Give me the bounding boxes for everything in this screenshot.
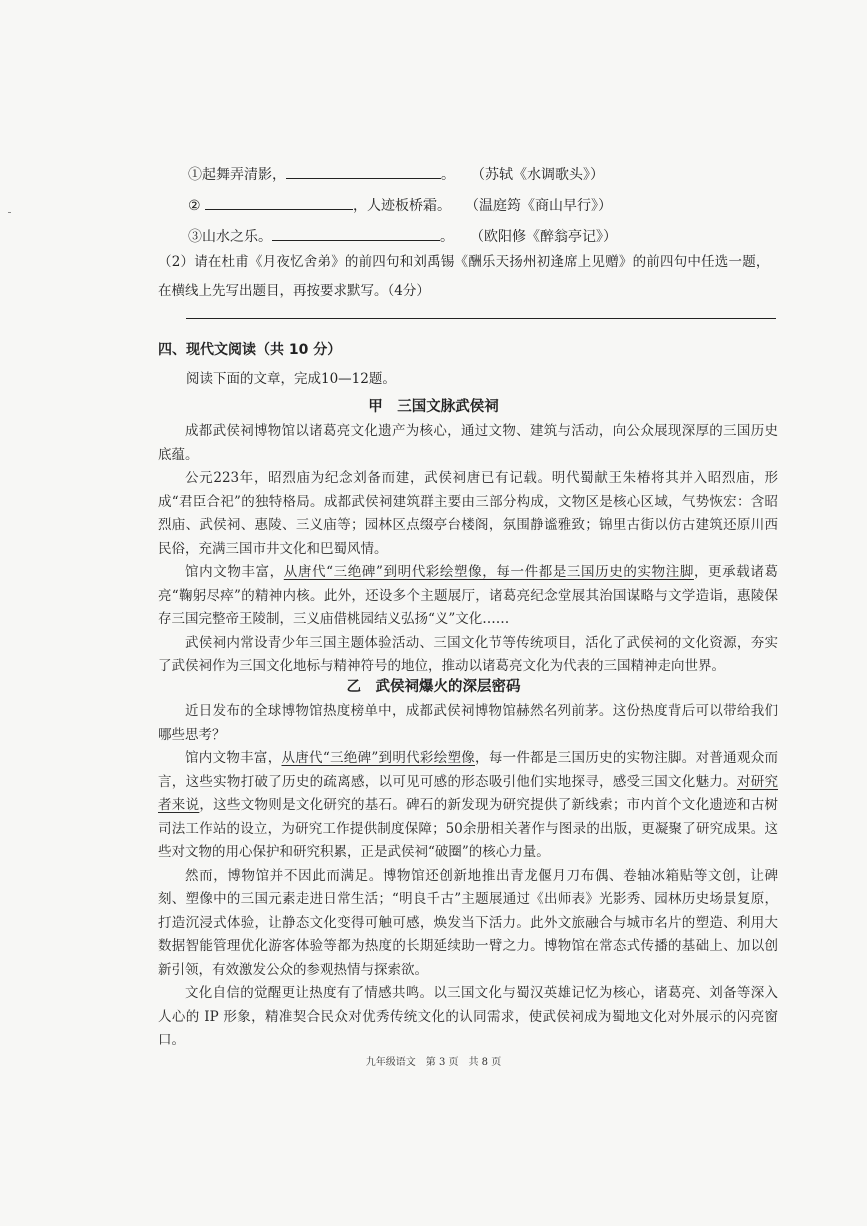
section-heading: 四、现代文阅读（共 10 分） <box>158 342 342 358</box>
text-span: 馆内文物丰富， <box>185 564 284 580</box>
article-a-paragraph <box>158 561 778 632</box>
article-a-paragraph: 成都武侯祠博物馆以诸葛亮文化遗产为核心，通过文物、建筑与活动，向公众展现深厚的三国历史底蕴。 <box>158 423 778 463</box>
answer-blank[interactable] <box>286 164 441 179</box>
article-a-paragraph: 武侯祠内常设青少年三国主题体验活动、三国文化节等传统项目，活化了武侯祠的文化资源，夯实了武侯祠作为三国文化地标与精神符号的地位，推动以诸葛亮文化为代表的三国精神走向世界。 <box>158 634 778 674</box>
recite-line-1-suffix: 。 <box>441 167 455 183</box>
article-b-paragraph: 近日发布的全球博物馆热度榜单中，成都武侯祠博物馆赫然名列前茅。这份热度背后可以带给我们哪些思考？ <box>158 703 778 743</box>
article-b-paragraph <box>158 747 778 865</box>
article-b-paragraph: 文化自信的觉醒更让热度有了情感共鸣。以三国文化与蜀汉英雄记忆为核心，诸葛亮、刘备等深入人心的 IP 形象，精准契合民众对优秀传统文化的认同需求，使武侯祠成为蜀地文化对外展示的闪亮窗口。 <box>158 985 778 1048</box>
underlined-phrase: 对研究者来说 <box>158 773 779 813</box>
question-2-line-2: 在横线上先写出题目，再按要求默写。（4分） <box>158 283 430 299</box>
recite-line-2 <box>188 195 612 216</box>
underlined-sentence: 从唐代“三绝碑”到明代彩绘塑像，每一件都是三国历史的实物注脚 <box>283 564 694 580</box>
answer-line[interactable] <box>186 318 776 319</box>
article-a-body <box>158 420 778 679</box>
recite-line-2-suffix: ，人迹板桥霜。 <box>353 198 452 214</box>
text-span: ，每一件都是三国历史的实物注脚。对普通观众而言，这些实物打破了历史的疏离感，以可见可感的形态吸引他们实地探寻，感受三国文化魅力。 <box>158 750 778 790</box>
article-a-title: 甲 三国文脉武侯祠 <box>368 399 499 415</box>
answer-blank[interactable] <box>205 195 353 210</box>
text-span: ，更承载诸葛亮“鞠躬尽瘁”的精神内核。此外，还设多个主题展厅，诸葛亮纪念堂展其治国谋略与文学造诣，惠陵保存三国完整帝王陵制，三义庙借桃园结义弘扬“义”文化…… <box>158 564 778 627</box>
page-footer: 九年级语文 第 3 页 共 8 页 <box>365 1057 502 1068</box>
recite-line-3-suffix: 。 <box>440 229 454 245</box>
text-span: 馆内文物丰富， <box>185 750 282 766</box>
section-instruction: 阅读下面的文章，完成10—12题。 <box>186 371 396 387</box>
recite-line-1 <box>188 164 604 185</box>
recite-line-2-source: （温庭筠《商山早行》） <box>465 198 613 214</box>
article-b-title: 乙 武侯祠爆火的深层密码 <box>346 679 521 695</box>
article-b-body <box>158 700 778 1053</box>
recite-line-2-prefix: ② <box>188 198 206 214</box>
article-b-paragraph: 然而，博物馆并不因此而满足。博物馆还创新地推出青龙偃月刀布偶、卷轴冰箱贴等文创，让碑刻、塑像中的三国元素走进日常生活；“明良千古”主题展通过《出师表》光影秀、园林历史场景复原，打造沉浸式体验，让静态文化变得可触可感，焕发当下活力。此外文旅融合与城市名片的塑造、利用大数据智能管理优化游客体验等都为热度的长期延续助一臂之力。博物馆在常态式传播的基础上、加以创新引领，有效激发公众的参观热情与探索欲。 <box>158 867 778 978</box>
answer-blank[interactable] <box>272 226 440 241</box>
recite-line-3-prefix: ③山水之乐。 <box>188 229 272 245</box>
recite-line-1-prefix: ①起舞弄清影， <box>188 167 286 183</box>
margin-mark <box>8 212 11 213</box>
article-a-paragraph: 公元223年，昭烈庙为纪念刘备而建，武侯祠唐已有记载。明代蜀献王朱椿将其并入昭烈庙，形成“君臣合祀”的独特格局。成都武侯祠建筑群主要由三部分构成，文物区是核心区域，气势恢宏：含昭烈庙、武侯祠、惠陵、三义庙等；园林区点缀亭台楼阁，氛围静谧雅致；锦里古街以仿古建筑还原川西民俗，充满三国市井文化和巴蜀风情。 <box>158 470 778 557</box>
recite-line-3-source: （欧阳修《醉翁亭记》） <box>470 229 617 245</box>
recite-line-1-source: （苏轼《水调歌头》） <box>471 167 604 183</box>
underlined-phrase: 从唐代“三绝碑”到明代彩绘塑像 <box>281 750 476 766</box>
recite-line-3 <box>188 226 617 247</box>
question-2-line-1: （2）请在杜甫《月夜忆舍弟》的前四句和刘禹锡《酬乐天扬州初逢席上见赠》的前四句中任选一题， <box>158 254 770 270</box>
text-span: ，这些文物则是文化研究的基石。碑石的新发现为研究提供了新线索；市内首个文化遗迹和古树司法工作站的设立，为研究工作提供制度保障；50余册相关著作与图录的出版，更凝聚了研究成果。这些对文物的用心保护和研究积累，正是武侯祠“破圈”的核心力量。 <box>158 797 779 860</box>
